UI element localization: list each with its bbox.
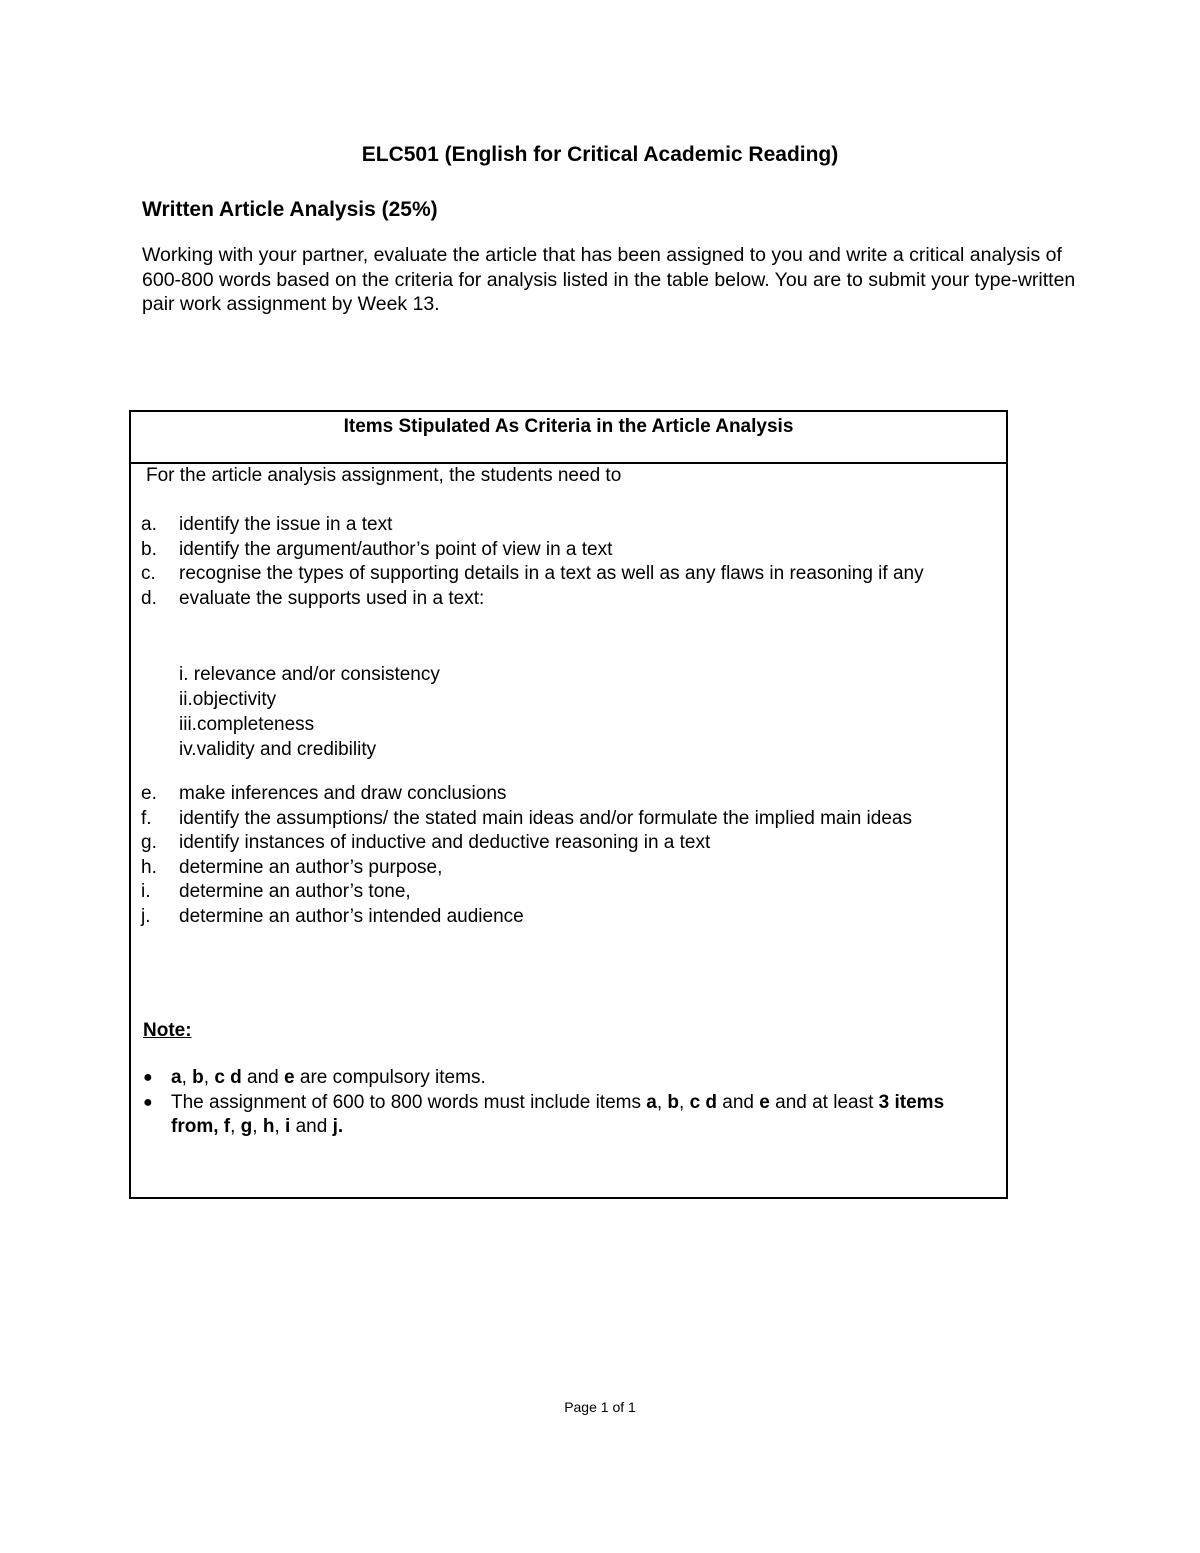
item-text: determine an author’s intended audience	[179, 905, 524, 927]
list-item	[141, 831, 991, 856]
note-bold-cd: c d	[214, 1067, 242, 1088]
note-rest: are compulsory items.	[294, 1067, 486, 1088]
list-item	[141, 905, 991, 930]
note-bold-b: b	[667, 1091, 679, 1113]
note-item	[141, 1091, 991, 1140]
note-lead: The assignment of 600 to 800 words must include items	[171, 1091, 647, 1113]
note-bold-h: h	[262, 1116, 275, 1137]
sub-list-item: iv.validity and credibility	[179, 739, 377, 760]
item-letter: e.	[141, 783, 157, 804]
criteria-list-first	[141, 513, 991, 611]
item-text: identify the issue in a text	[179, 514, 393, 535]
table-header: Items Stipulated As Criteria in the Article Analysis	[131, 412, 1006, 464]
item-text: recognise the types of supporting details in a text as well as any flaws in reasoning if any	[179, 563, 924, 584]
note-bold-i: i	[285, 1116, 291, 1137]
note-and: and	[717, 1091, 760, 1113]
item-letter: d.	[141, 587, 157, 609]
note-sep: ,	[252, 1116, 263, 1137]
item-text: determine an author’s tone,	[179, 881, 411, 902]
intro-paragraph: Working with your partner, evaluate the article that has been assigned to you and write a critical analysis of 600-800 words based on the criteria for analysis listed in the table below. You are to submit your type-written pair work assignment by Week 13.	[142, 244, 1076, 315]
sub-list-item: ii.objectivity	[179, 689, 277, 710]
note-and: and	[290, 1116, 333, 1137]
note-bold-j: j.	[332, 1116, 344, 1137]
list-item	[141, 782, 991, 807]
page-footer: Page 1 of 1	[564, 1399, 636, 1415]
note-sep: ,	[274, 1116, 286, 1137]
list-item	[141, 807, 991, 832]
item-text: identify the argument/author’s point of view in a text	[179, 538, 613, 560]
note-bold-tail: 3 items from, f	[171, 1091, 945, 1137]
item-text: determine an author’s purpose,	[179, 856, 443, 878]
note-bold-g: g	[240, 1116, 253, 1137]
list-item	[141, 513, 991, 538]
list-item	[141, 562, 991, 587]
item-letter: a.	[141, 514, 157, 535]
item-text: identify the assumptions/ the stated main ideas and/or formulate the implied main ideas	[179, 807, 912, 829]
item-text: evaluate the supports used in a text:	[179, 587, 485, 609]
item-letter: c.	[141, 563, 156, 584]
bullet-icon: ●	[143, 1069, 153, 1086]
list-item	[141, 538, 991, 563]
note-sep: ,	[181, 1067, 193, 1088]
sub-list-item: i. relevance and/or consistency	[179, 664, 440, 685]
note-list	[141, 1066, 991, 1140]
note-bold-e: e	[284, 1067, 295, 1088]
sub-list-item: iii.completeness	[179, 714, 315, 735]
note-text	[171, 1066, 991, 1091]
note-label: Note:	[143, 1020, 192, 1041]
note-text	[171, 1091, 991, 1140]
bullet-icon: ●	[143, 1093, 153, 1111]
note-sep: ,	[679, 1091, 690, 1113]
item-letter: j.	[141, 905, 151, 927]
note-item	[141, 1066, 991, 1091]
note-sep: ,	[230, 1116, 241, 1137]
note-and: and	[241, 1067, 285, 1088]
table-intro: For the article analysis assignment, the students need to	[146, 465, 622, 486]
note-sep: ,	[656, 1091, 668, 1113]
note-bold-cd: c d	[689, 1091, 718, 1113]
list-item	[141, 587, 991, 612]
note-sep: ,	[203, 1067, 215, 1088]
item-letter: f.	[141, 807, 152, 829]
item-letter: h.	[141, 856, 157, 878]
note-bold-a: a	[171, 1067, 182, 1088]
criteria-table	[129, 410, 1008, 1199]
note-bold-a: a	[646, 1091, 657, 1113]
item-letter: i.	[141, 881, 151, 902]
section-heading: Written Article Analysis (25%)	[142, 198, 438, 221]
item-text: identify instances of inductive and deductive reasoning in a text	[179, 832, 711, 853]
page-title: ELC501 (English for Critical Academic Reading)	[361, 143, 839, 166]
sub-criteria-list	[179, 662, 440, 762]
item-letter: g.	[141, 832, 157, 853]
note-bold-b: b	[192, 1067, 204, 1088]
item-letter: b.	[141, 538, 157, 560]
note-mid: and at least	[769, 1091, 879, 1113]
criteria-list-second	[141, 782, 991, 929]
list-item	[141, 856, 991, 881]
item-text: make inferences and draw conclusions	[179, 783, 507, 804]
note-bold-e: e	[759, 1091, 770, 1113]
list-item	[141, 880, 991, 905]
